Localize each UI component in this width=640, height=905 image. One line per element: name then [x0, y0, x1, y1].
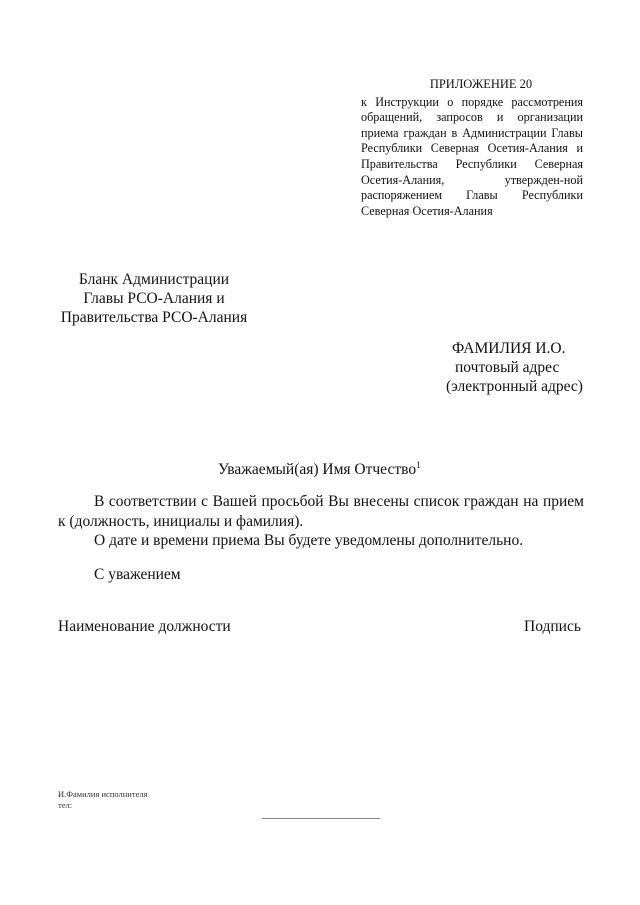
footnote-separator: [262, 818, 380, 819]
executor-name: И.Фамилия исполнителя: [58, 789, 148, 799]
body-paragraph-2: О дате и времени приема Вы будете уведомлены дополнительно.: [94, 532, 524, 549]
letterhead-line-1: Бланк Администрации: [78, 271, 230, 288]
addressee-name: ФАМИЛИЯ И.О.: [452, 340, 566, 357]
letterhead-block: [58, 270, 250, 327]
signatory-position: Наименование должности: [58, 618, 231, 635]
letterhead-line-3: Правительства РСО-Алания: [60, 309, 248, 326]
letterhead-line-2: Главы РСО-Алания и: [83, 290, 225, 307]
addressee-block: [440, 339, 590, 396]
executor-phone: тел:: [58, 800, 73, 810]
addressee-email-address: (электронный адрес): [446, 378, 583, 395]
appendix-text: к Инструкции о порядке рассмотрения обращений, запросов и организации приема граждан в Администрации Главы Республики Северная Осетия-Алания и Правительства Республики Северная Осетия-Алания, утвержден-ной распоряжением Главы Республики Северная Осетия-Алания: [361, 94, 583, 218]
closing-regards: С уважением: [94, 566, 181, 583]
footnote-mark: 1: [416, 460, 421, 470]
executor-footer: [58, 789, 148, 811]
signature-label: Подпись: [524, 618, 581, 635]
addressee-postal-address: почтовый адрес: [455, 359, 560, 376]
appendix-title: ПРИЛОЖЕНИЕ 20: [429, 77, 533, 91]
greeting: [218, 460, 421, 479]
greeting-text: Уважаемый(ая) Имя Отчество: [218, 461, 417, 479]
body-paragraph-1: В соответствии с Вашей просьбой Вы внесены список граждан на прием к (должность, инициалы и фамилия).: [58, 493, 584, 530]
appendix-block: [361, 77, 583, 219]
letter-body: [58, 492, 584, 551]
